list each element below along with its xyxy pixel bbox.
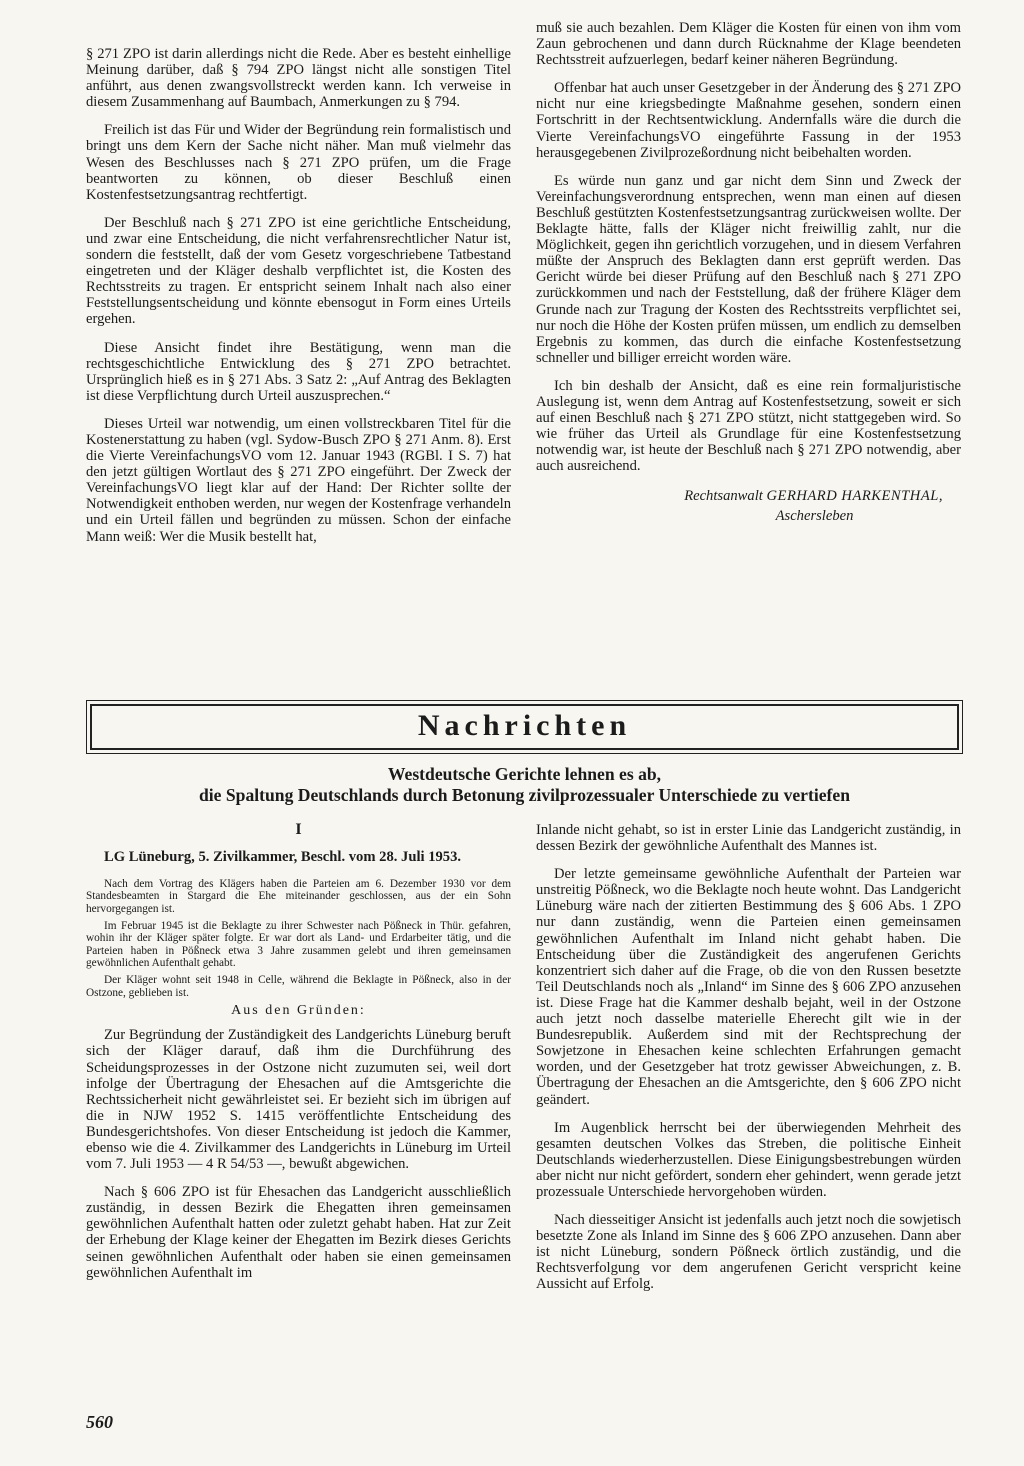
paragraph: Der letzte gemeinsame gewöhnliche Aufenthalt der Parteien war unstreitig Pößneck, wo die Beklagte noch heute wohnt. Das Landgericht Lüneburg wäre nach der zitierten Bestimmung des § 606 Abs. 1 ZPO nur dann zuständig, wenn die Parteien einen gemeinsamen gewöhnlichen Aufenthalt im Inland nicht gehabt haben. Die Entscheidung über die Zuständigkeit des angerufenen Gerichts konzentriert sich daher auf die Frage, ob die von den Russen besetzte Teil Deutschlands noch als „Inland“ im Sinne des § 606 ZPO anzusehen ist. Diese Frage hat die Kammer deshalb bejaht, weil in der Ostzone auch jetzt noch dasselbe materielle Eherecht gilt wie in der Bundesrepublik. Außerdem sind mit der Rechtsprechung der Sowjetzone in Ehesachen keine schlechten Erfahrungen gemacht worden, und der Gesetzgeber hat trotz gewisser Abweichungen, z. B. Übertragung der Ehesachen an die Amtsgerichte, den § 606 ZPO nicht geändert. (536, 866, 961, 1108)
author-place: Aschersleben (775, 508, 854, 525)
facts-paragraph: Im Februar 1945 ist die Beklagte zu ihrer Schwester nach Pößneck in Thür. gefahren, wohin ihr der Kläger später folgte. Er war dort als Land- und Erdarbeiter tätig, und die Parteien haben in Pößneck etwa 3 Jahre zusammen gelebt und ihren gemeinsamen gewöhnlichen Aufenthalt gehabt. (86, 919, 511, 970)
facts-paragraph: Der Kläger wohnt seit 1948 in Celle, während die Beklagte in Pößneck, also in der Ostzone, geblieben ist. (86, 974, 511, 999)
paragraph: Im Augenblick herrscht bei der überwiegenden Mehrheit des gesamten deutschen Volkes das Streben, die politische Einheit Deutschlands wiederherzustellen. Diese Einigungsbestrebungen würden aber nicht nur nicht gefördert, sondern eher gehindert, wenn gerade jetzt prozessuale Unterschiede hervorgehoben würden. (536, 1119, 961, 1200)
paragraph: § 271 ZPO ist darin allerdings nicht die Rede. Aber es besteht einhellige Meinung darüber, daß § 794 ZPO längst nicht alle sonstigen Titel anführt, aus denen zwangsvollstreckt werden kann. Ich verweise in diesem Zusammenhang auf Baumbach, Anmerkungen zu § 794. (86, 46, 511, 111)
section-title: Nachrichten (417, 709, 632, 742)
author-signature (536, 486, 961, 526)
section-heading-box (86, 700, 963, 754)
paragraph: Der Beschluß nach § 271 ZPO ist eine gerichtliche Entscheidung, und zwar eine Entscheidung, die nicht verfahrensrechtlicher Natur ist, sondern die feststellt, daß der vom Gesetz vorgeschriebene Tatbestand eingetreten und der Kläger deshalb verpflichtet ist, die Kosten des Rechtsstreits zu tragen. Er entspricht seinem Inhalt nach also einer Feststellungsentscheidung und könnte ebensogut in Form eines Urteils ergehen. (86, 214, 511, 328)
author-name: GERHARD HARKENTHAL, (766, 488, 943, 505)
paragraph: Dieses Urteil war notwendig, um einen vollstreckbaren Titel für die Kostenerstattung zu haben (vgl. Sydow-Busch ZPO § 271 Anm. 8). Erst die Vierte VereinfachungsVO vom 12. Januar 1943 (RGBl. I S. 7) hat den jetzt gültigen Wortlaut des § 271 ZPO eingeführt. Der Zweck der VereinfachungsVO liegt klar auf der Hand: Der Richter sollte der Notwendigkeit enthoben werden, nur wegen der Kostenfrage verhandeln und ein Urteil fällen und begründen zu müssen. Schon der einfache Mann weiß: Wer die Musik bestellt hat, (86, 415, 511, 545)
top-left-column (86, 46, 511, 557)
page-number: 560 (86, 1412, 113, 1432)
paragraph: Zur Begründung der Zuständigkeit des Landgerichts Lüneburg beruft sich der Kläger darauf, daß ihm die Durchführung des Scheidungsprozesses in der Ostzone nicht zuzumuten sei, weil dort infolge der Übertragung der Ehesachen auf die Amtsgerichte die Rechtssicherheit nicht gewährleistet sei. Er bezieht sich im übrigen auf die in NJW 1952 S. 1415 veröffentlichte Entscheidung des Bundesgerichtshofes. Von dieser Entscheidung ist jedoch die Kammer, ebenso wie die 4. Zivilkammer des Landgerichts in Lüneburg im Urteil vom 7. Juli 1953 — 4 R 54/53 —, bewußt abgewichen. (86, 1027, 511, 1173)
facts-paragraph: Nach dem Vortrag des Klägers haben die Parteien am 6. Dezember 1930 vor dem Standesbeamten in Stargard die Ehe miteinander geschlossen, aus der ein Sohn hervorgegangen ist. (86, 877, 511, 916)
paragraph: muß sie auch bezahlen. Dem Kläger die Kosten für einen von ihm vom Zaun gebrochenen und dann durch Rücknahme der Klage beendeten Rechtsstreit aufzuerlegen, bedarf keiner näheren Begründung. (536, 20, 961, 69)
paragraph: Inlande nicht gehabt, so ist in erster Linie das Landgericht zuständig, in dessen Bezirk der gewöhnliche Aufenthalt des Mannes ist. (536, 822, 961, 855)
grounds-heading: Aus den Gründen: (231, 1003, 366, 1019)
top-right-column (536, 20, 961, 526)
paragraph: Nach § 606 ZPO ist für Ehesachen das Landgericht ausschließlich zuständig, in dessen Bezirk die Ehegatten ihren gemeinsamen gewöhnlichen Aufenthalt hatten oder zuletzt gehabt haben. Hat zur Zeit der Erhebung der Klage keiner der Ehegatten im Bezirk dieses Gerichts seinen gewöhnlichen Aufenthalt oder haben sie einen gemeinsamen gewöhnlichen Aufenthalt im (86, 1184, 511, 1281)
headline-line-1: Westdeutsche Gerichte lehnen es ab, (387, 764, 662, 784)
paragraph: Diese Ansicht findet ihre Bestätigung, wenn man die rechtsgeschichtliche Entwicklung des § 271 ZPO betrachtet. Ursprünglich hieß es in § 271 Abs. 3 Satz 2: „Auf Antrag des Beklagten ist diese Verpflichtung durch Urteil auszusprechen.“ (86, 339, 511, 404)
paragraph: Nach diesseitiger Ansicht ist jedenfalls auch jetzt noch die sowjetisch besetzte Zone als Inland im Sinne des § 606 ZPO anzusehen. Dann aber ist nicht Lüneburg, sondern Pößneck örtlich zuständig, und die Rechtsverfolgung vor dem angerufenen Gericht verspricht keine Aussicht auf Erfolg. (536, 1212, 961, 1293)
paragraph: Ich bin deshalb der Ansicht, daß es eine rein formaljuristische Auslegung ist, wenn dem Antrag auf Kostenfestsetzung, soweit er sich auf einen Beschluß nach § 271 ZPO stützt, nicht stattgegeben wird. So wie früher das Urteil als Grundlage für eine Kostenfestsetzung notwendig war, ist heute der Beschluß nach § 271 ZPO notwendig, aber auch ausreichend. (536, 377, 961, 475)
article-left-column (86, 822, 511, 1293)
paragraph: Es würde nun ganz und gar nicht dem Sinn und Zweck der Vereinfachungsverordnung entsprechen, wenn man einen auf diesen Beschluß gestützten Kostenfestsetzungsantrag zurückweisen wollte. Der Beklagte hätte, falls der Kläger nicht freiwillig zahlt, nur die Möglichkeit, gegen ihn gerichtlich vorzugehen, und in diesem Verfahren müßte der Anspruch des Beklagten dann erst geprüft werden. Das Gericht würde bei dieser Prüfung auf den Beschluß nach § 271 ZPO zurückkommen und nach der Feststellung, daß der frühere Kläger dem Grunde nach zur Tragung der Kosten des Rechtsstreits verpflichtet sei, nur noch die Höhe der Kosten prüfen müssen, um endlich zu demselben Ergebnis zu kommen, das durch die einfache Kostenfestsetzung schneller und billiger erreicht worden wäre. (536, 172, 961, 366)
paragraph: Offenbar hat auch unser Gesetzgeber in der Änderung des § 271 ZPO nicht nur eine kriegsbedingte Maßnahme gesehen, sondern einen Fortschritt in der Rechtsentwicklung. Andernfalls wäre die durch die Vierte VereinfachungsVO eingeführte Fassung in der 1953 herausgegebenen Zivilprozeßordnung nicht beibehalten worden. (536, 80, 961, 161)
case-header: LG Lüneburg, 5. Zivilkammer, Beschl. vom 28. Juli 1953. (104, 849, 462, 866)
author-title: Rechtsanwalt (684, 488, 763, 505)
article-right-column (536, 822, 961, 1305)
article-number: I (295, 821, 302, 838)
article-headline (86, 764, 963, 806)
headline-line-2: die Spaltung Deutschlands durch Betonung zivilprozessualer Unterschiede zu vertiefen (199, 785, 850, 805)
paragraph: Freilich ist das Für und Wider der Begründung rein formalistisch und bringt uns dem Kern der Sache nicht näher. Man muß vielmehr das Wesen des Beschlusses nach § 271 ZPO prüfen, um die Frage beantworten zu können, ob dieser Beschluß einen Kostenfestsetzungsantrag rechtfertigt. (86, 122, 511, 203)
